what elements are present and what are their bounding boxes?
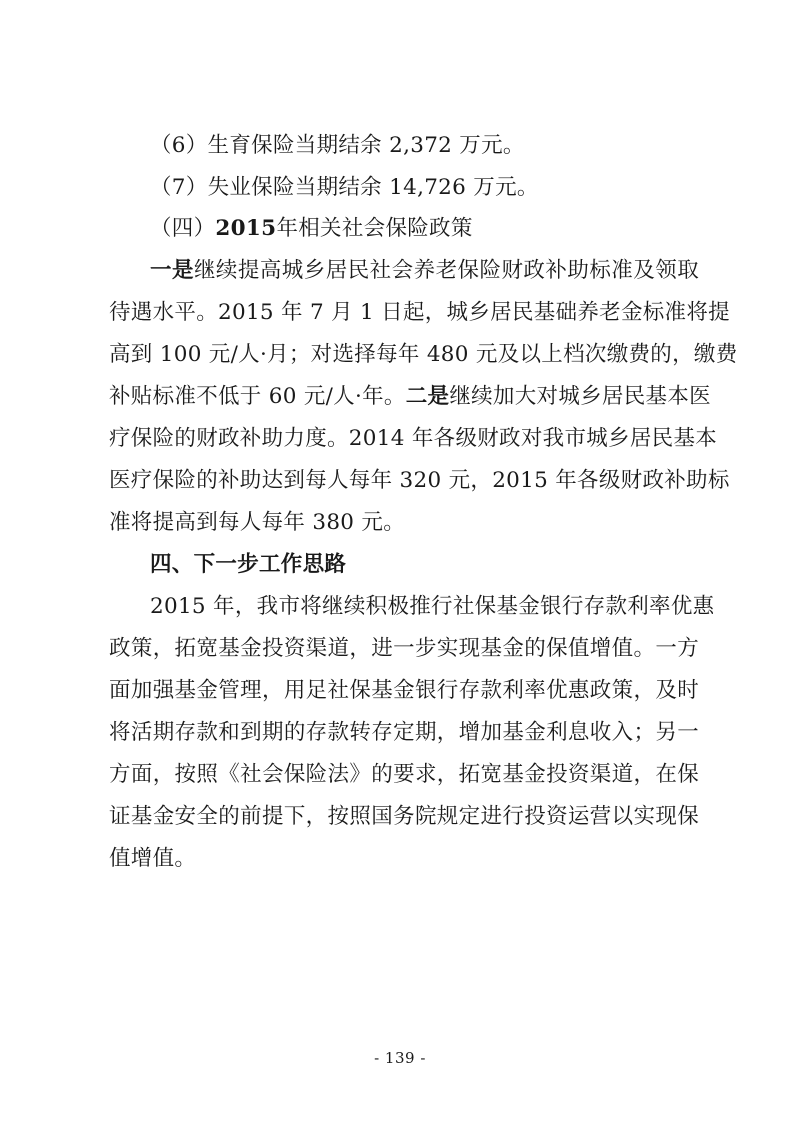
bold-lead-second: 二是	[405, 384, 450, 409]
list-item-unemployment-insurance: （7）失业保险当期结余 14,726 万元。	[150, 175, 539, 200]
subsection-heading-2015-policies: （四）2015年相关社会保险政策	[150, 216, 473, 241]
paragraph-line: 证基金安全的前提下，按照国务院规定进行投资运营以实现保	[109, 804, 699, 829]
paragraph-line: 准将提高到每人每年 380 元。	[109, 510, 406, 535]
paragraph-line: 医疗保险的补助达到每人每年 320 元，2015 年各级财政补助标	[109, 468, 730, 493]
section-heading-next-steps: 四、下一步工作思路	[150, 552, 347, 577]
paragraph-line: 将活期存款和到期的存款转存定期，增加基金利息收入；另一	[109, 720, 699, 745]
paragraph-line: 高到 100 元/人·月；对选择每年 480 元及以上档次缴费的，缴费	[109, 342, 738, 367]
paragraph-line: 面加强基金管理，用足社保基金银行存款利率优惠政策，及时	[109, 678, 699, 703]
paragraph-line: 方面，按照《社会保险法》的要求，拓宽基金投资渠道，在保	[109, 762, 699, 787]
paragraph-line: 一是继续提高城乡居民社会养老保险财政补助标准及领取	[150, 258, 699, 283]
list-item-maternity-insurance: （6）生育保险当期结余 2,372 万元。	[150, 133, 525, 158]
paragraph-line: 政策，拓宽基金投资渠道，进一步实现基金的保值增值。一方	[109, 636, 699, 661]
paragraph-line: 待遇水平。2015 年 7 月 1 日起，城乡居民基础养老金标准将提	[109, 300, 730, 325]
paragraph-line: 疗保险的财政补助力度。2014 年各级财政对我市城乡居民基本	[109, 426, 718, 451]
bold-lead-first: 一是	[150, 258, 194, 283]
paragraph-line: 2015 年，我市将继续积极推行社保基金银行存款利率优惠	[150, 594, 715, 619]
page-number: - 139 -	[374, 1049, 426, 1067]
paragraph-line: 值增值。	[109, 846, 197, 871]
paragraph-line: 补贴标准不低于 60 元/人·年。二是继续加大对城乡居民基本医	[109, 384, 711, 409]
